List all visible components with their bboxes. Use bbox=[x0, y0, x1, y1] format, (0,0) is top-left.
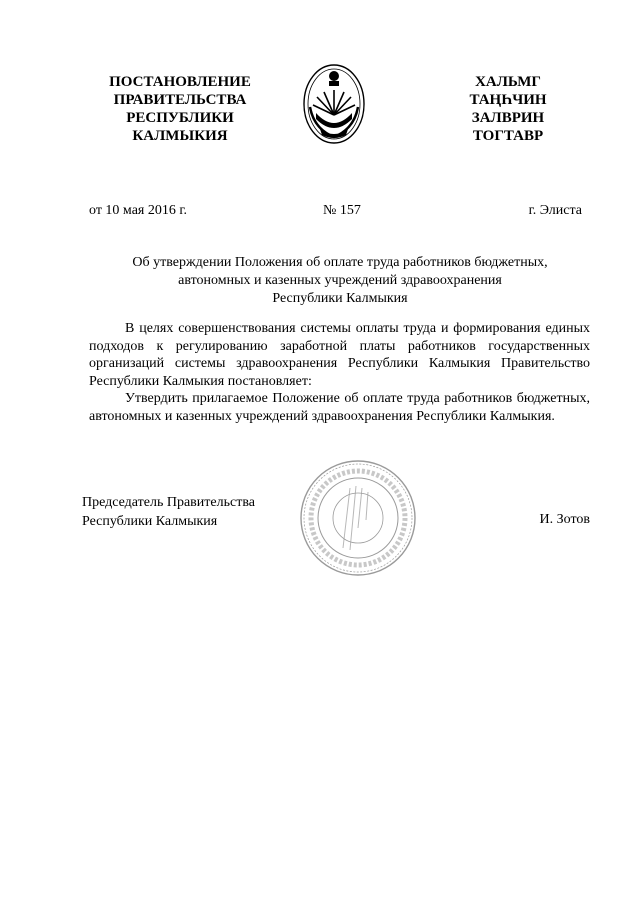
body-paragraph: Утвердить прилагаемое Положение об оплате труда работников бюджетных, автономных и казенных учреждений здравоохранения Республики Калмыкия. bbox=[89, 391, 590, 424]
signatory-position-line: Председатель Правительства bbox=[82, 495, 255, 510]
official-stamp-icon bbox=[298, 458, 418, 578]
signatory-name: И. Зотов bbox=[539, 512, 590, 527]
document-number: № 157 bbox=[323, 203, 361, 218]
title-line: Республики Калмыкия bbox=[272, 291, 408, 306]
document-city: г. Элиста bbox=[528, 203, 582, 218]
header-kalmyk-line: ХАЛЬМГ bbox=[475, 74, 541, 90]
header-russian bbox=[82, 73, 278, 145]
header-russian-line: РЕСПУБЛИКИ bbox=[126, 110, 234, 126]
header-russian-line: КАЛМЫКИЯ bbox=[132, 128, 228, 144]
document-body bbox=[89, 320, 590, 425]
title-line: автономных и казенных учреждений здравоохранения bbox=[178, 273, 502, 288]
signatory-position-line: Республики Калмыкия bbox=[82, 514, 218, 529]
header-kalmyk-line: ТОГТАВР bbox=[472, 128, 544, 144]
header-russian-line: ПОСТАНОВЛЕНИЕ bbox=[109, 74, 251, 90]
header-kalmyk bbox=[446, 73, 570, 145]
title-line: Об утверждении Положения об оплате труда работников бюджетных, bbox=[132, 255, 548, 270]
body-paragraph: В целях совершенствования системы оплаты труда и формирования единых подходов к регулированию заработной платы работников государственных организаций системы здравоохранения Республики Калмыкия Правительство Республики Калмыкия постановляет: bbox=[89, 321, 590, 389]
document-title bbox=[90, 254, 590, 308]
header-kalmyk-line: ЗАЛВРИН bbox=[471, 110, 545, 126]
signatory-position bbox=[82, 493, 255, 531]
header-kalmyk-line: ТАҢҺЧИН bbox=[469, 92, 547, 108]
emblem-icon bbox=[302, 63, 366, 145]
header-russian-line: ПРАВИТЕЛЬСТВА bbox=[113, 92, 247, 108]
document-date: от 10 мая 2016 г. bbox=[89, 203, 188, 218]
